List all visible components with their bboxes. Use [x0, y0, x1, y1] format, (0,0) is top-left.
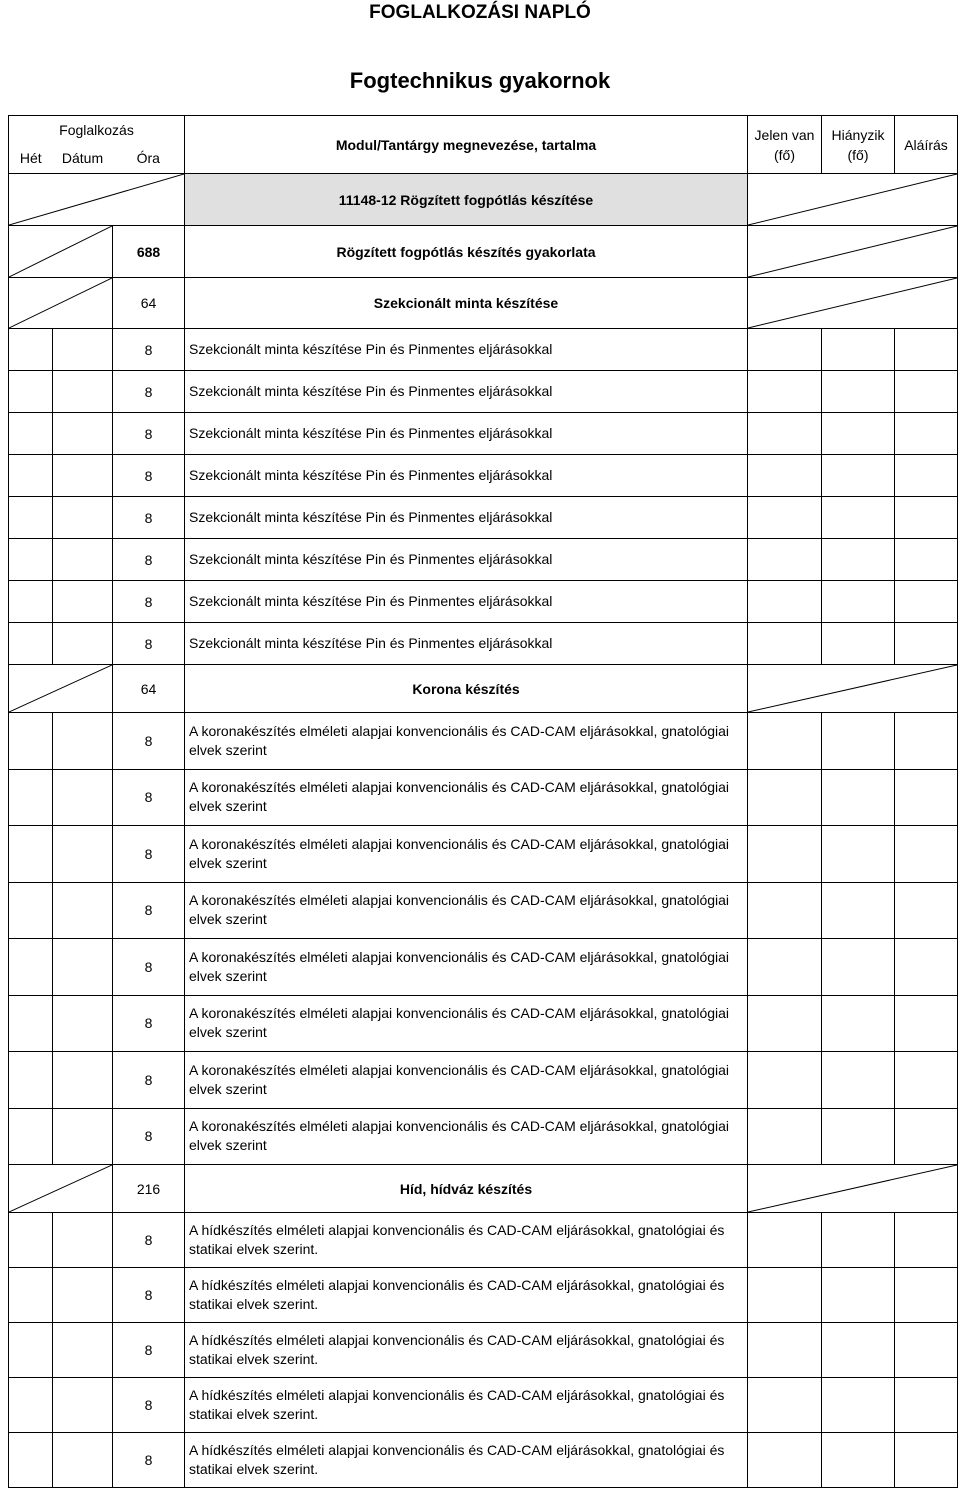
- table-row: [9, 1052, 958, 1109]
- jelen-van-cell[interactable]: [748, 413, 822, 455]
- ora-cell: 8: [113, 826, 185, 883]
- table-row: [9, 882, 958, 939]
- alairas-cell[interactable]: [895, 939, 958, 996]
- hianyzik-cell[interactable]: [822, 581, 895, 623]
- hianyzik-cell[interactable]: [822, 1433, 895, 1488]
- alairas-cell[interactable]: [895, 1433, 958, 1488]
- header-foglalkozas: Foglalkozás: [9, 116, 185, 144]
- content-cell: A koronakészítés elméleti alapjai konvencionális és CAD-CAM eljárásokkal, gnatológiai elvek szerint: [185, 939, 748, 996]
- het-cell[interactable]: [9, 1378, 53, 1433]
- section-diagonal-right: [748, 1165, 958, 1213]
- section-hours: 216: [113, 1165, 185, 1213]
- hianyzik-cell[interactable]: [822, 413, 895, 455]
- datum-cell[interactable]: [53, 623, 113, 665]
- het-cell[interactable]: [9, 371, 53, 413]
- section-diagonal-left: [9, 278, 113, 329]
- header-jelen-van: Jelen van (fő): [748, 116, 822, 174]
- alairas-cell[interactable]: [895, 826, 958, 883]
- jelen-van-cell[interactable]: [748, 455, 822, 497]
- hianyzik-cell[interactable]: [822, 769, 895, 826]
- ora-cell: 8: [113, 769, 185, 826]
- section-hours: 64: [113, 665, 185, 713]
- alairas-cell[interactable]: [895, 371, 958, 413]
- jelen-van-cell[interactable]: [748, 1433, 822, 1488]
- jelen-van-cell[interactable]: [748, 1378, 822, 1433]
- ora-cell: 8: [113, 497, 185, 539]
- het-cell[interactable]: [9, 623, 53, 665]
- hianyzik-cell[interactable]: [822, 713, 895, 770]
- alairas-cell[interactable]: [895, 1108, 958, 1165]
- datum-cell[interactable]: [53, 826, 113, 883]
- section-title: Korona készítés: [185, 665, 748, 713]
- content-cell: A koronakészítés elméleti alapjai konvencionális és CAD-CAM eljárásokkal, gnatológiai elvek szerint: [185, 713, 748, 770]
- page-subtitle: Fogtechnikus gyakornok: [349, 68, 611, 93]
- alairas-cell[interactable]: [895, 539, 958, 581]
- hianyzik-cell[interactable]: [822, 995, 895, 1052]
- table-row: [9, 713, 958, 770]
- content-cell: Szekcionált minta készítése Pin és Pinmentes eljárásokkal: [185, 539, 748, 581]
- hianyzik-cell[interactable]: [822, 1378, 895, 1433]
- jelen-van-cell[interactable]: [748, 371, 822, 413]
- section-diagonal-right: [748, 665, 958, 713]
- table-row: [9, 1433, 958, 1488]
- ora-cell: 8: [113, 581, 185, 623]
- alairas-cell[interactable]: [895, 1268, 958, 1323]
- jelen-van-cell[interactable]: [748, 769, 822, 826]
- datum-cell[interactable]: [53, 371, 113, 413]
- content-cell: A hídkészítés elméleti alapjai konvencionális és CAD-CAM eljárásokkal, gnatológiai és statikai elvek szerint.: [185, 1433, 748, 1488]
- content-cell: Szekcionált minta készítése Pin és Pinmentes eljárásokkal: [185, 371, 748, 413]
- section-diagonal-left: [9, 665, 113, 713]
- hianyzik-cell[interactable]: [822, 455, 895, 497]
- datum-cell[interactable]: [53, 539, 113, 581]
- content-cell: Szekcionált minta készítése Pin és Pinmentes eljárásokkal: [185, 329, 748, 371]
- datum-cell[interactable]: [53, 581, 113, 623]
- content-cell: A hídkészítés elméleti alapjai konvencionális és CAD-CAM eljárásokkal, gnatológiai és statikai elvek szerint.: [185, 1378, 748, 1433]
- datum-cell[interactable]: [53, 455, 113, 497]
- hianyzik-cell[interactable]: [822, 1213, 895, 1268]
- ora-cell: 8: [113, 1378, 185, 1433]
- ora-cell: 8: [113, 1323, 185, 1378]
- header-hianyzik: Hiányzik (fő): [822, 116, 895, 174]
- alairas-cell[interactable]: [895, 413, 958, 455]
- jelen-van-cell[interactable]: [748, 826, 822, 883]
- het-cell[interactable]: [9, 329, 53, 371]
- datum-cell[interactable]: [53, 1433, 113, 1488]
- datum-cell[interactable]: [53, 995, 113, 1052]
- het-cell[interactable]: [9, 581, 53, 623]
- log-table: [8, 115, 958, 1488]
- jelen-van-cell[interactable]: [748, 1323, 822, 1378]
- het-cell[interactable]: [9, 497, 53, 539]
- table-row: [9, 769, 958, 826]
- jelen-van-cell[interactable]: [748, 1268, 822, 1323]
- practice-diagonal-left: [9, 226, 113, 278]
- content-cell: Szekcionált minta készítése Pin és Pinmentes eljárásokkal: [185, 581, 748, 623]
- alairas-cell[interactable]: [895, 882, 958, 939]
- ora-cell: 8: [113, 455, 185, 497]
- jelen-van-cell[interactable]: [748, 713, 822, 770]
- het-cell[interactable]: [9, 1433, 53, 1488]
- table-row: [9, 1323, 958, 1378]
- datum-cell[interactable]: [53, 497, 113, 539]
- hianyzik-cell[interactable]: [822, 1268, 895, 1323]
- datum-cell[interactable]: [53, 882, 113, 939]
- jelen-van-cell[interactable]: [748, 539, 822, 581]
- alairas-cell[interactable]: [895, 1213, 958, 1268]
- ora-cell: 8: [113, 413, 185, 455]
- datum-cell[interactable]: [53, 1268, 113, 1323]
- header-modul: Modul/Tantárgy megnevezése, tartalma: [185, 116, 748, 174]
- hianyzik-cell[interactable]: [822, 882, 895, 939]
- ora-cell: 8: [113, 539, 185, 581]
- jelen-van-cell[interactable]: [748, 1213, 822, 1268]
- alairas-cell[interactable]: [895, 713, 958, 770]
- content-cell: A koronakészítés elméleti alapjai konvencionális és CAD-CAM eljárásokkal, gnatológiai elvek szerint: [185, 826, 748, 883]
- jelen-van-cell[interactable]: [748, 1052, 822, 1109]
- het-cell[interactable]: [9, 713, 53, 770]
- content-cell: A hídkészítés elméleti alapjai konvencionális és CAD-CAM eljárásokkal, gnatológiai és statikai elvek szerint.: [185, 1268, 748, 1323]
- jelen-van-cell[interactable]: [748, 497, 822, 539]
- header-ora: Óra: [113, 144, 185, 174]
- datum-cell[interactable]: [53, 939, 113, 996]
- het-cell[interactable]: [9, 1108, 53, 1165]
- het-cell[interactable]: [9, 995, 53, 1052]
- practice-hours: 688: [113, 226, 185, 278]
- alairas-cell[interactable]: [895, 769, 958, 826]
- section-diagonal-left: [9, 1165, 113, 1213]
- ora-cell: 8: [113, 882, 185, 939]
- table-row: [9, 1268, 958, 1323]
- datum-cell[interactable]: [53, 1052, 113, 1109]
- ora-cell: 8: [113, 329, 185, 371]
- content-cell: A koronakészítés elméleti alapjai konvencionális és CAD-CAM eljárásokkal, gnatológiai elvek szerint: [185, 769, 748, 826]
- het-cell[interactable]: [9, 769, 53, 826]
- datum-cell[interactable]: [53, 1323, 113, 1378]
- section-diagonal-right: [748, 278, 958, 329]
- het-cell[interactable]: [9, 455, 53, 497]
- datum-cell[interactable]: [53, 713, 113, 770]
- jelen-van-cell[interactable]: [748, 939, 822, 996]
- section-row: [9, 278, 958, 329]
- datum-cell[interactable]: [53, 1213, 113, 1268]
- module-title: 11148-12 Rögzített fogpótlás készítése: [185, 174, 748, 226]
- hianyzik-cell[interactable]: [822, 371, 895, 413]
- ora-cell: 8: [113, 1052, 185, 1109]
- alairas-cell[interactable]: [895, 995, 958, 1052]
- het-cell[interactable]: [9, 539, 53, 581]
- practice-row: [9, 226, 958, 278]
- hianyzik-cell[interactable]: [822, 539, 895, 581]
- hianyzik-cell[interactable]: [822, 1108, 895, 1165]
- jelen-van-cell[interactable]: [748, 581, 822, 623]
- jelen-van-cell[interactable]: [748, 623, 822, 665]
- hianyzik-cell[interactable]: [822, 497, 895, 539]
- ora-cell: 8: [113, 1108, 185, 1165]
- datum-cell[interactable]: [53, 329, 113, 371]
- jelen-van-cell[interactable]: [748, 995, 822, 1052]
- datum-cell[interactable]: [53, 769, 113, 826]
- alairas-cell[interactable]: [895, 1052, 958, 1109]
- table-row: [9, 623, 958, 665]
- header-alairas: Aláírás: [895, 116, 958, 174]
- het-cell[interactable]: [9, 882, 53, 939]
- section-title: Híd, hídváz készítés: [185, 1165, 748, 1213]
- content-cell: A hídkészítés elméleti alapjai konvencionális és CAD-CAM eljárásokkal, gnatológiai és statikai elvek szerint.: [185, 1213, 748, 1268]
- hianyzik-cell[interactable]: [822, 939, 895, 996]
- het-cell[interactable]: [9, 1213, 53, 1268]
- table-row: [9, 826, 958, 883]
- alairas-cell[interactable]: [895, 1378, 958, 1433]
- ora-cell: 8: [113, 995, 185, 1052]
- content-cell: Szekcionált minta készítése Pin és Pinmentes eljárásokkal: [185, 497, 748, 539]
- table-row: [9, 1108, 958, 1165]
- ora-cell: 8: [113, 713, 185, 770]
- table-row: [9, 581, 958, 623]
- ora-cell: 8: [113, 371, 185, 413]
- het-cell[interactable]: [9, 1323, 53, 1378]
- table-row: [9, 939, 958, 996]
- table-row: [9, 371, 958, 413]
- content-cell: A koronakészítés elméleti alapjai konvencionális és CAD-CAM eljárásokkal, gnatológiai elvek szerint: [185, 882, 748, 939]
- module-diagonal-right: [748, 174, 958, 226]
- section-hours: 64: [113, 278, 185, 329]
- alairas-cell[interactable]: [895, 497, 958, 539]
- alairas-cell[interactable]: [895, 329, 958, 371]
- practice-title: Rögzített fogpótlás készítés gyakorlata: [185, 226, 748, 278]
- content-cell: A koronakészítés elméleti alapjai konvencionális és CAD-CAM eljárásokkal, gnatológiai elvek szerint: [185, 1052, 748, 1109]
- jelen-van-cell[interactable]: [748, 882, 822, 939]
- het-cell[interactable]: [9, 1052, 53, 1109]
- table-row: [9, 413, 958, 455]
- table-row: [9, 1378, 958, 1433]
- datum-cell[interactable]: [53, 413, 113, 455]
- header-datum: Dátum: [53, 144, 113, 174]
- page-title: FOGLALKOZÁSI NAPLÓ: [369, 2, 591, 23]
- content-cell: Szekcionált minta készítése Pin és Pinmentes eljárásokkal: [185, 623, 748, 665]
- hianyzik-cell[interactable]: [822, 623, 895, 665]
- alairas-cell[interactable]: [895, 623, 958, 665]
- content-cell: Szekcionált minta készítése Pin és Pinmentes eljárásokkal: [185, 413, 748, 455]
- ora-cell: 8: [113, 1213, 185, 1268]
- content-cell: Szekcionált minta készítése Pin és Pinmentes eljárásokkal: [185, 455, 748, 497]
- hianyzik-cell[interactable]: [822, 1323, 895, 1378]
- section-row: [9, 1165, 958, 1213]
- table-row: [9, 329, 958, 371]
- ora-cell: 8: [113, 939, 185, 996]
- table-row: [9, 539, 958, 581]
- practice-diagonal-right: [748, 226, 958, 278]
- hianyzik-cell[interactable]: [822, 329, 895, 371]
- module-diagonal-left: [9, 174, 185, 226]
- het-cell[interactable]: [9, 413, 53, 455]
- module-row: [9, 174, 958, 226]
- ora-cell: 8: [113, 623, 185, 665]
- table-row: [9, 497, 958, 539]
- jelen-van-cell[interactable]: [748, 329, 822, 371]
- het-cell[interactable]: [9, 826, 53, 883]
- het-cell[interactable]: [9, 1268, 53, 1323]
- ora-cell: 8: [113, 1433, 185, 1488]
- het-cell[interactable]: [9, 939, 53, 996]
- hianyzik-cell[interactable]: [822, 826, 895, 883]
- datum-cell[interactable]: [53, 1108, 113, 1165]
- content-cell: A koronakészítés elméleti alapjai konvencionális és CAD-CAM eljárásokkal, gnatológiai elvek szerint: [185, 1108, 748, 1165]
- content-cell: A koronakészítés elméleti alapjai konvencionális és CAD-CAM eljárásokkal, gnatológiai elvek szerint: [185, 995, 748, 1052]
- jelen-van-cell[interactable]: [748, 1108, 822, 1165]
- datum-cell[interactable]: [53, 1378, 113, 1433]
- table-row: [9, 1213, 958, 1268]
- table-row: [9, 455, 958, 497]
- header-row-top: [9, 116, 958, 144]
- hianyzik-cell[interactable]: [822, 1052, 895, 1109]
- section-row: [9, 665, 958, 713]
- alairas-cell[interactable]: [895, 1323, 958, 1378]
- header-het: Hét: [9, 144, 53, 174]
- ora-cell: 8: [113, 1268, 185, 1323]
- section-title: Szekcionált minta készítése: [185, 278, 748, 329]
- content-cell: A hídkészítés elméleti alapjai konvencionális és CAD-CAM eljárásokkal, gnatológiai és statikai elvek szerint.: [185, 1323, 748, 1378]
- table-row: [9, 995, 958, 1052]
- alairas-cell[interactable]: [895, 455, 958, 497]
- alairas-cell[interactable]: [895, 581, 958, 623]
